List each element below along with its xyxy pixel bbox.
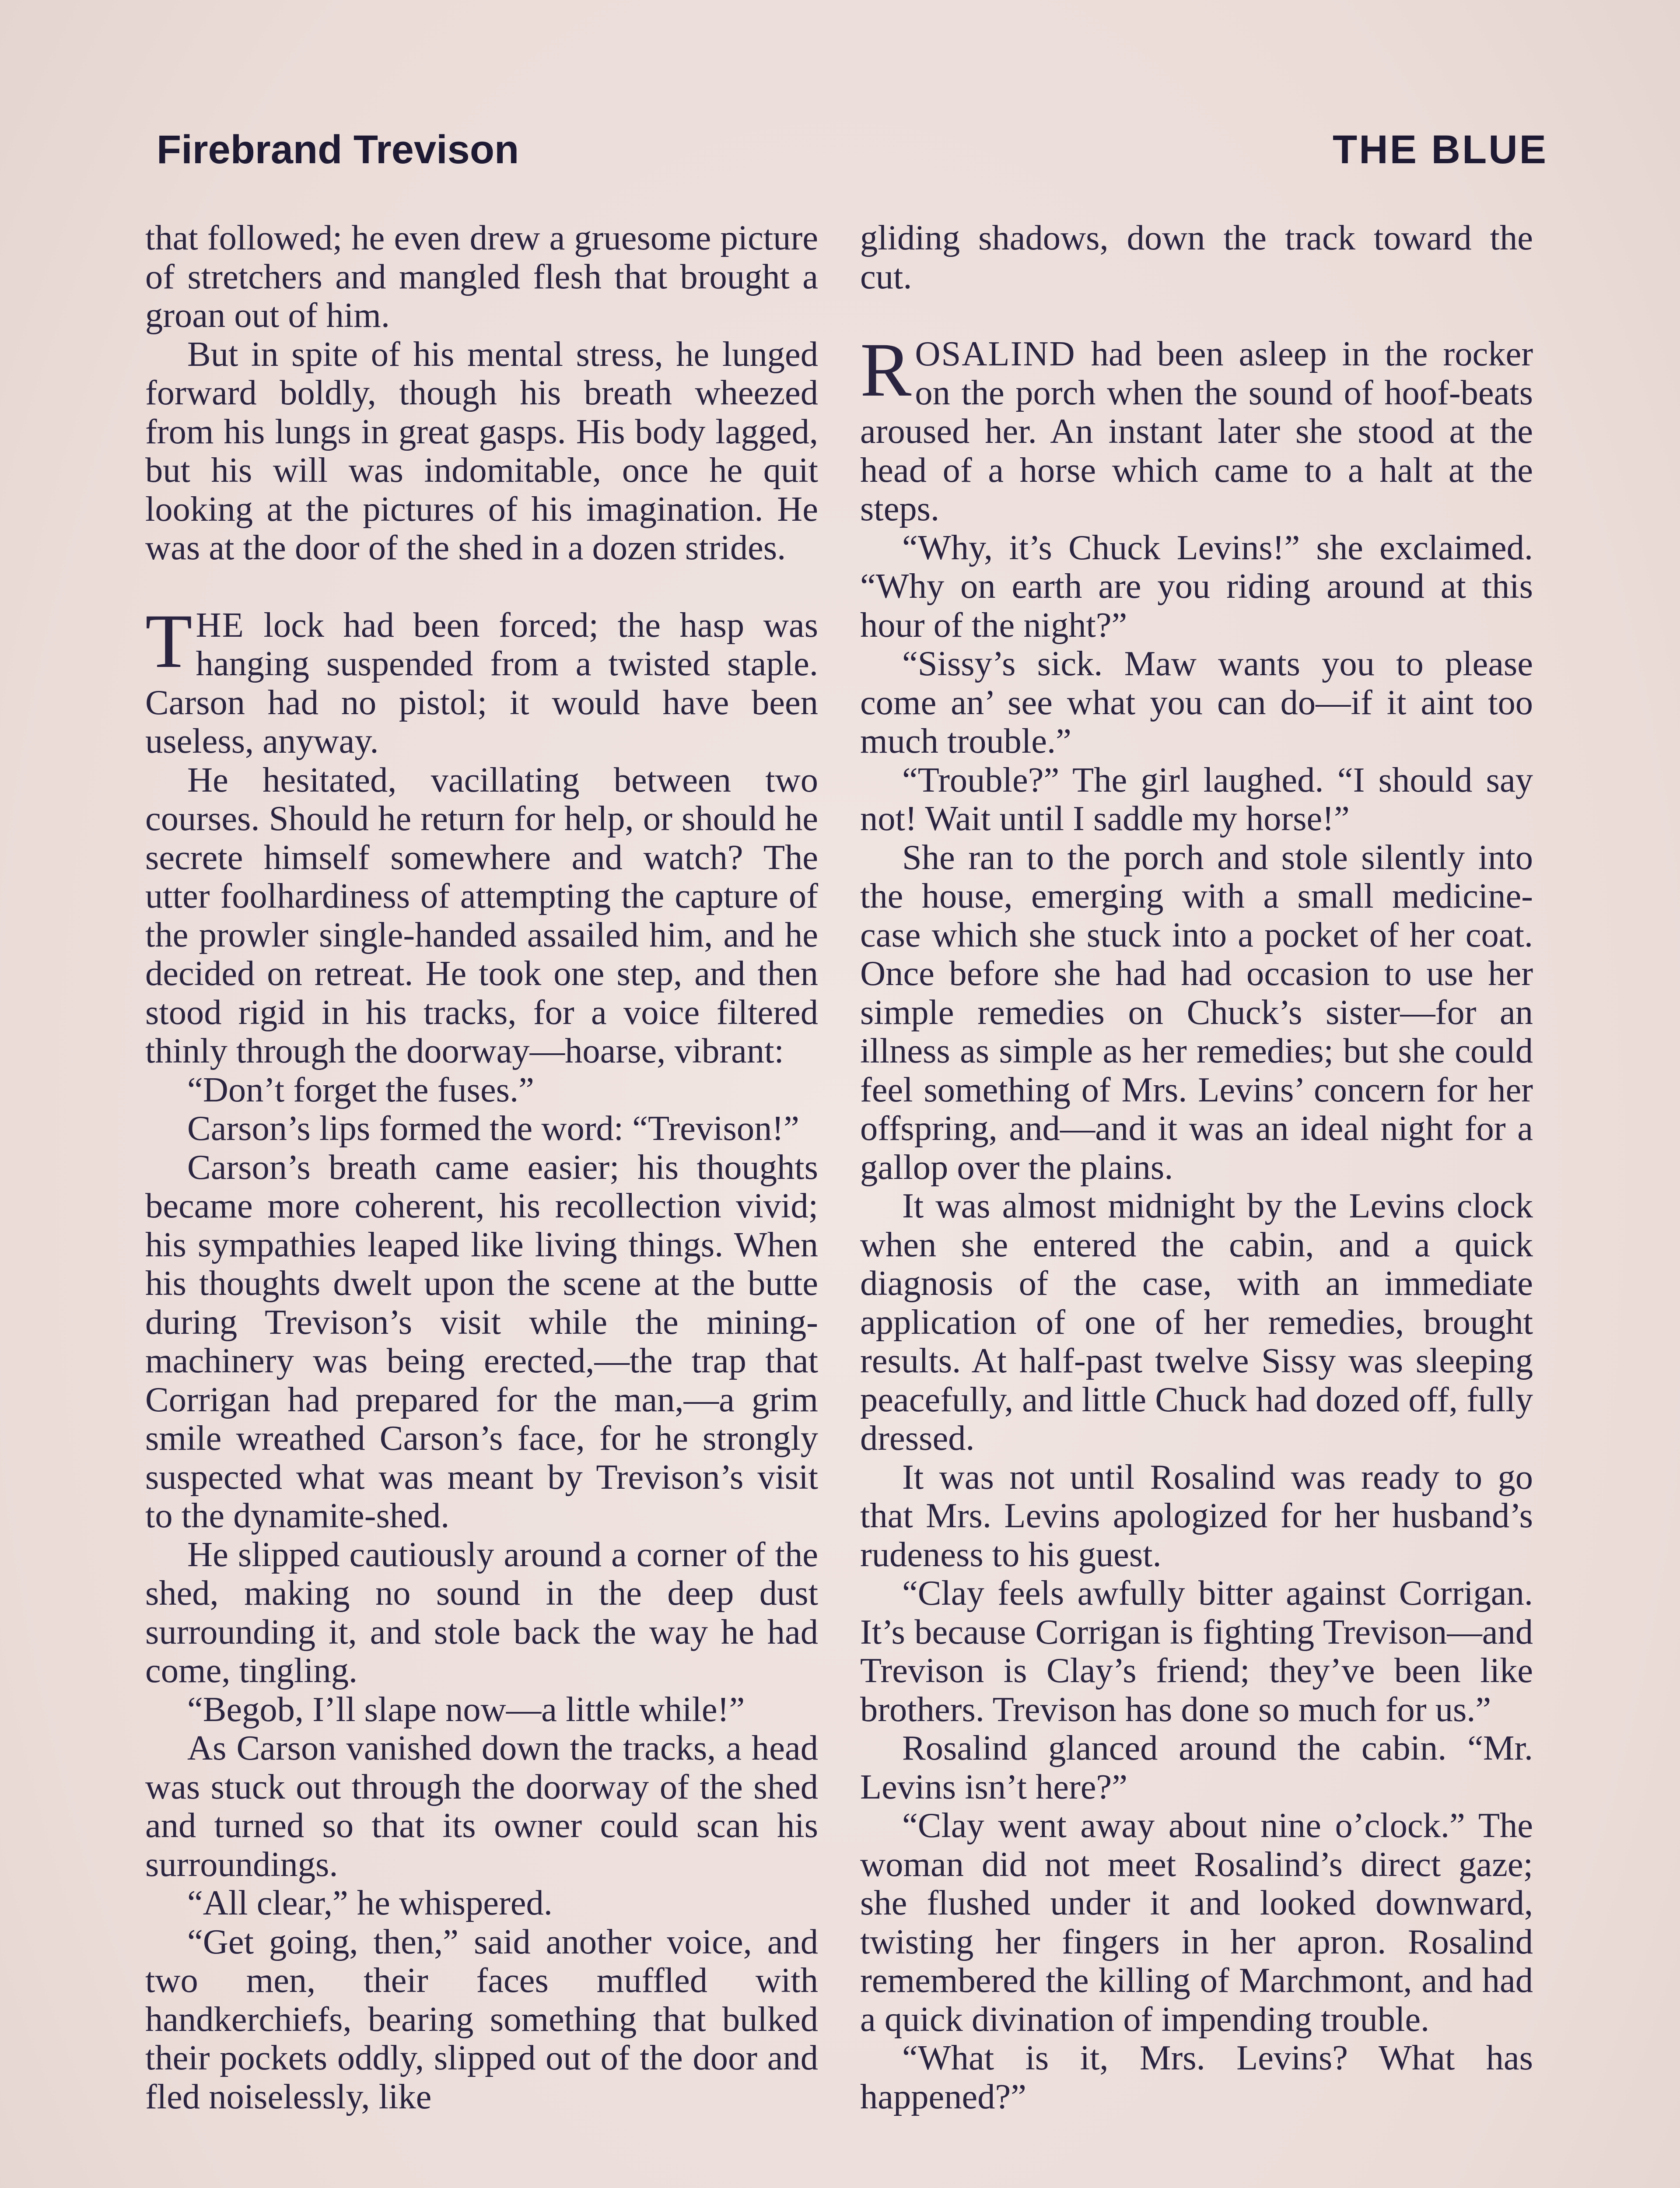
paragraph: She ran to the porch and stole silently into the house, emerging with a small medicine-case which she stuck into a pocket of her coat. Once before she had had occasion to use her simple remedies on Chuck’s sister—for an illness as simple as her remedies; but she could feel something of Mrs. Levins’ concern for her offspring, and—and it was an ideal night for a gallop over the plains. — [860, 838, 1533, 1187]
paragraph-text: had been asleep in the rocker on the porch when the sound of hoof-beats aroused her. An instant later she stood at the head of a horse which came to a halt at the steps. — [860, 334, 1533, 528]
paragraph: He hesitated, vacillating between two courses. Should he return for help, or should he secrete himself somewhere and watch? The utter foolhardiness of attempting the capture of the prowler single-handed assailed him, and he decided on retreat. He took one step, and then stood rigid in his tracks, for a voice filtered thinly through the doorway—hoarse, vibrant: — [145, 760, 818, 1070]
drop-cap: T — [145, 598, 192, 684]
story-title: Firebrand Trevison — [157, 127, 519, 172]
right-column — [860, 219, 1533, 2116]
paragraph: “Get going, then,” said another voice, and two men, their faces muffled with handkerchiefs, bearing something that bulked their pockets oddly, slipped out of the door and fled noiselessly, like — [145, 1922, 818, 2116]
section-opening-paragraph — [145, 598, 818, 761]
paragraph: It was almost midnight by the Levins clock when she entered the cabin, and a quick diagnosis of the case, with an immediate application of one of her remedies, brought results. At half-past twelve Sissy was sleeping peacefully, and little Chuck had dozed off, fully dressed. — [860, 1186, 1533, 1458]
running-head — [157, 127, 1548, 188]
paragraph: “Begob, I’ll slape now—a little while!” — [187, 1690, 745, 1729]
paragraph: “Clay feels awfully bitter against Corrigan. It’s because Corrigan is fighting Trevison—and Trevison is Clay’s friend; they’ve been like brothers. Trevison has done so much for us.” — [860, 1574, 1533, 1729]
magazine-title: THE BLUE — [1333, 127, 1548, 172]
left-column — [145, 219, 818, 2116]
paragraph: “What is it, Mrs. Levins? What has happened?” — [860, 2038, 1533, 2116]
paragraph: It was not until Rosalind was ready to go that Mrs. Levins apologized for her husband’s rudeness to his guest. — [860, 1457, 1533, 1574]
paragraph: As Carson vanished down the tracks, a head was stuck out through the doorway of the shed and turned so that its owner could scan his surroundings. — [145, 1729, 818, 1884]
paragraph: “Why, it’s Chuck Levins!” she exclaimed. “Why on earth are you riding around at this hour of the night?” — [860, 528, 1533, 645]
drop-cap: R — [860, 327, 912, 413]
paragraph: gliding shadows, down the track toward the cut. — [860, 218, 1533, 296]
small-caps-lead: HE — [196, 605, 245, 645]
paragraph-text: lock had been forced; the hasp was hanging suspended from a twisted staple. Carson had no pistol; it would have been useless, anyway. — [145, 605, 818, 761]
paragraph: He slipped cautiously around a corner of the shed, making no sound in the deep dust surrounding it, and stole back the way he had come, tingling. — [145, 1535, 818, 1690]
paragraph: “Trouble?” The girl laughed. “I should say not! Wait until I saddle my horse!” — [860, 760, 1533, 838]
paragraph: “Clay went away about nine o’clock.” The woman did not meet Rosalind’s direct gaze; she flushed under it and looked downward, twisting her fingers in her apron. Rosalind remembered the killing of Marchmont, and had a quick divination of impending trouble. — [860, 1806, 1533, 2039]
paragraph: Carson’s lips formed the word: “Trevison!” — [187, 1109, 799, 1148]
small-caps-lead: OSALIND — [915, 334, 1076, 373]
paragraph: that followed; he even drew a gruesome picture of stretchers and mangled flesh that brought a groan out of him. — [145, 218, 818, 335]
paragraph: Rosalind glanced around the cabin. “Mr. Levins isn’t here?” — [860, 1729, 1533, 1806]
section-opening-paragraph — [860, 327, 1533, 529]
paragraph: Carson’s breath came easier; his thoughts became more coherent, his recollection vivid; his sympathies leaped like living things. When his thoughts dwelt upon the scene at the butte during Trevison’s visit while the mining-machinery was being erected,—the trap that Corrigan had prepared for the man,—a grim smile wreathed Carson’s face, for he strongly suspected what was meant by Trevison’s visit to the dynamite-shed. — [145, 1147, 818, 1535]
paragraph: “Don’t forget the fuses.” — [187, 1070, 534, 1109]
paragraph: “All clear,” he whispered. — [187, 1883, 553, 1922]
paragraph: But in spite of his mental stress, he lunged forward boldly, though his breath wheezed from his lungs in great gasps. His body lagged, but his will was indomitable, once he quit looking at the pictures of his imagination. He was at the door of the shed in a dozen strides. — [145, 334, 818, 567]
paragraph: “Sissy’s sick. Maw wants you to please come an’ see what you can do—if it aint too much trouble.” — [860, 644, 1533, 761]
